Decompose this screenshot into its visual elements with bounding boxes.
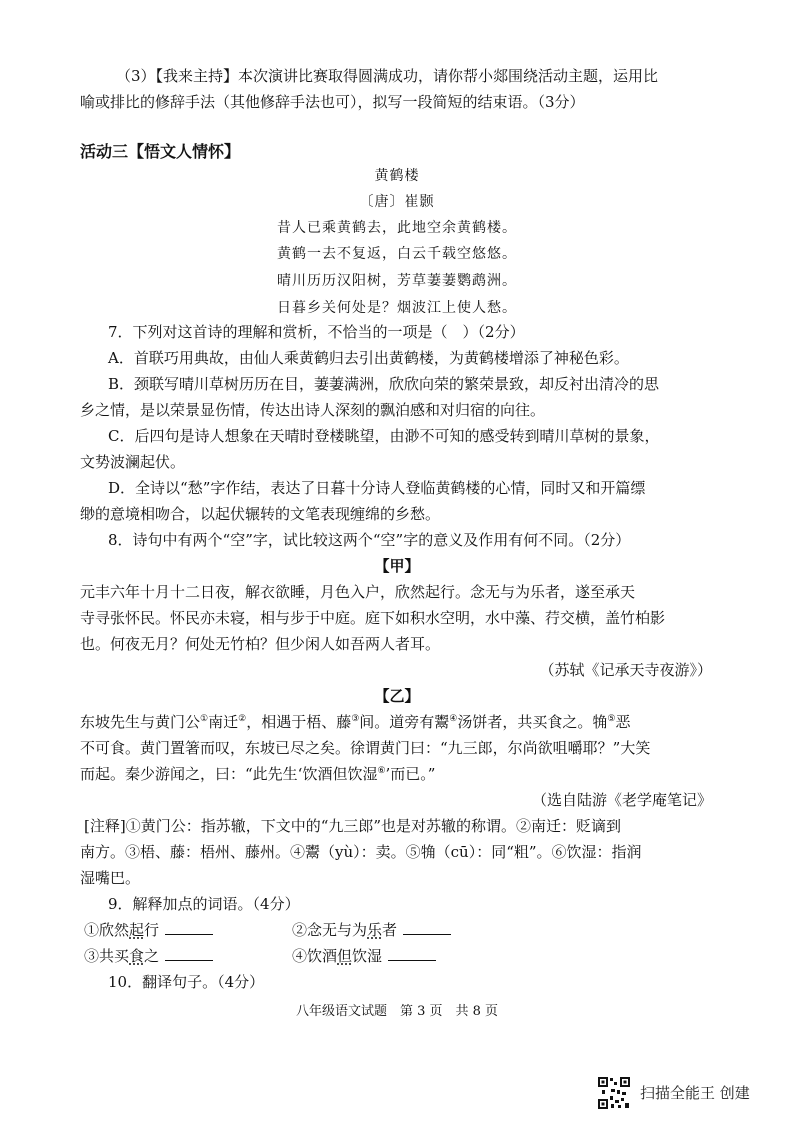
yi-line: 东坡先生与黄门公①南迁②，相遇于梧、藤③间。道旁有鬻④汤饼者，共买食之。觕⑤恶 bbox=[80, 713, 631, 731]
q7-option-b: B．颈联写晴川草树历历在目，萋萋满洲，欣欣向荣的繁荣景致，却反衬出清冷的思 bbox=[108, 375, 660, 393]
jia-label: 【甲】 bbox=[374, 557, 420, 575]
activity3-title: 活动三【悟文人情怀】 bbox=[80, 142, 241, 161]
notes-line: 湿嘴巴。 bbox=[80, 869, 141, 887]
jia-line: 元丰六年十月十二日夜，解衣欲睡，月色入户，欣然起行。念无与为乐者，遂至承天 bbox=[80, 583, 636, 601]
poem-line: 黄鹤一去不复返，白云千载空悠悠。 bbox=[277, 246, 517, 262]
q9-item-4: ④饮酒但饮湿 bbox=[292, 942, 492, 970]
note-mark: ① bbox=[200, 714, 209, 724]
q9-item-1: ①欣然起行 bbox=[84, 916, 284, 944]
q7-option-a: A．首联巧用典故，由仙人乘黄鹤归去引出黄鹤楼，为黄鹤楼增添了神秘色彩。 bbox=[108, 349, 629, 367]
answer-blank[interactable] bbox=[388, 946, 436, 961]
q10-stem: 10．翻译句子。（4分） bbox=[108, 973, 265, 991]
note-mark: ② bbox=[238, 714, 247, 724]
scanner-watermark: 扫描全能王 创建 bbox=[640, 1084, 750, 1102]
jia-line: 也。何夜无月？何处无竹柏？但少闲人如吾两人者耳。 bbox=[80, 635, 441, 653]
note-mark: ⑤ bbox=[607, 714, 616, 724]
q7-option-d-cont: 缈的意境相吻合，以起伏辗转的文笔表现缠绵的乡愁。 bbox=[80, 505, 441, 523]
answer-blank[interactable] bbox=[165, 920, 213, 935]
notes-line: 南方。③梧、藤：梧州、藤州。④鬻（yù）：卖。⑤觕（cū）：同“粗”。⑥饮湿：指润 bbox=[80, 843, 642, 861]
note-mark: ③ bbox=[351, 714, 360, 724]
page-footer: 八年级语文试题 第 3 页 共 8 页 bbox=[295, 1004, 499, 1019]
poem-title: 黄鹤楼 bbox=[374, 168, 420, 184]
q7-option-c: C．后四句是诗人想象在天晴时登楼眺望，由渺不可知的感受转到晴川草树的景象， bbox=[108, 427, 660, 445]
q3-line1: （3）【我来主持】本次演讲比赛取得圆满成功，请你帮小郯围绕活动主题，运用比 bbox=[116, 67, 659, 85]
q7-option-b-cont: 乡之情，是以荣景显伤情，传达出诗人深刻的飘泊感和对归宿的向往。 bbox=[80, 401, 546, 419]
poem-line: 日暮乡关何处是？烟波江上使人愁。 bbox=[277, 300, 517, 316]
q9-item-2: ②念无与为乐者 bbox=[292, 916, 492, 944]
q3-line2: 喻或排比的修辞手法（其他修辞手法也可），拟写一段简短的结束语。（3分） bbox=[80, 93, 585, 111]
poem-line: 昔人已乘黄鹤去，此地空余黄鹤楼。 bbox=[277, 220, 517, 236]
q8-stem: 8．诗句中有两个“空”字，试比较这两个“空”字的意义及作用有何不同。（2分） bbox=[108, 531, 631, 549]
yi-source: （选自陆游《老学庵笔记》 bbox=[531, 791, 712, 809]
yi-line: 不可食。黄门置箸而叹，东坡已尽之矣。徐谓黄门曰：“九三郎，尔尚欲咀嚼耶？”大笑 bbox=[80, 739, 651, 757]
jia-source: （苏轼《记承天寺夜游》） bbox=[539, 661, 712, 679]
notes-line: [注释]①黄门公：指苏辙，下文中的“九三郎”也是对苏辙的称谓。②南迁：贬谪到 bbox=[84, 817, 622, 835]
poem-author: 〔唐〕崔颢 bbox=[359, 194, 435, 210]
yi-label: 【乙】 bbox=[374, 687, 420, 705]
note-mark: ⑥ bbox=[377, 766, 386, 776]
qr-code-icon bbox=[597, 1076, 631, 1110]
yi-line: 而起。秦少游闻之，曰：“此先生‘饮酒但饮湿⑥’而已。” bbox=[80, 765, 436, 783]
jia-line: 寺寻张怀民。怀民亦未寝，相与步于中庭。庭下如积水空明，水中藻、荇交横，盖竹柏影 bbox=[80, 609, 666, 627]
q7-option-c-cont: 文势波澜起伏。 bbox=[80, 453, 186, 471]
answer-blank[interactable] bbox=[165, 946, 213, 961]
q7-option-d: D．全诗以“愁”字作结，表达了日暮十分诗人登临黄鹤楼的心情，同时又和开篇缥 bbox=[108, 479, 646, 497]
answer-blank[interactable] bbox=[403, 920, 451, 935]
q9-stem: 9．解释加点的词语。（4分） bbox=[108, 895, 300, 913]
q9-item-3: ③共买食之 bbox=[84, 942, 284, 970]
note-mark: ④ bbox=[449, 714, 458, 724]
poem-line: 晴川历历汉阳树，芳草萋萋鹦鹉洲。 bbox=[277, 273, 517, 289]
q7-stem: 7．下列对这首诗的理解和赏析，不恰当的一项是（ ）（2分） bbox=[108, 323, 525, 341]
